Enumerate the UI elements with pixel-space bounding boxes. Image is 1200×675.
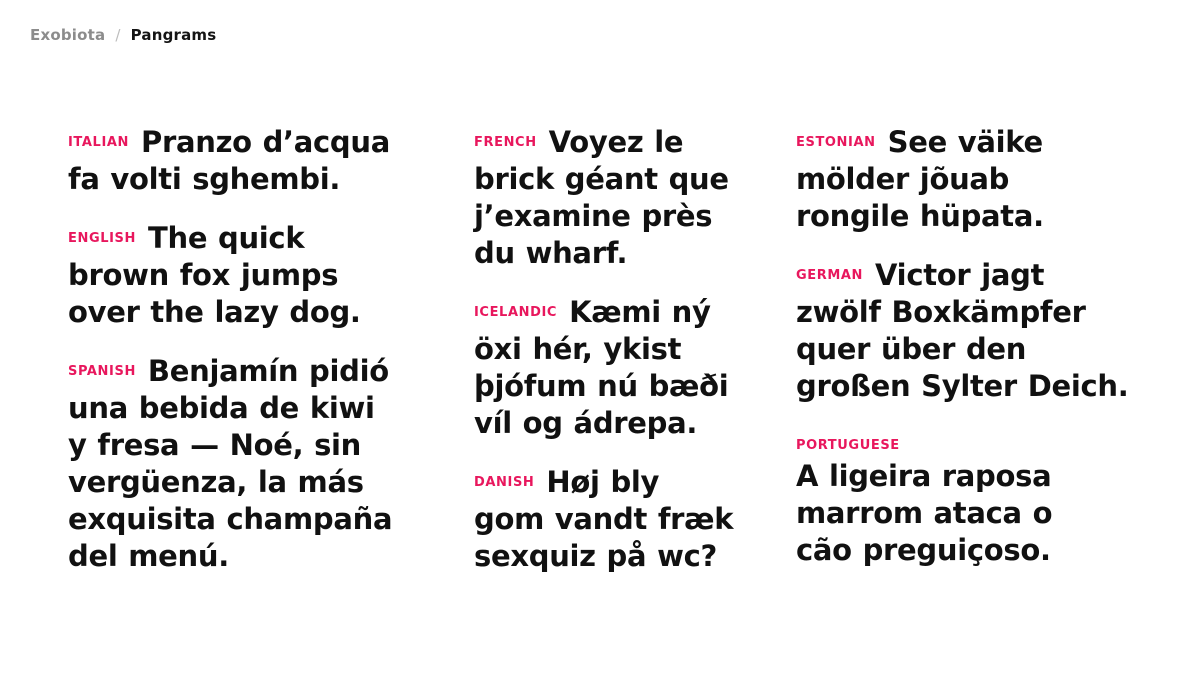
- pangram-line: öxi hér, ykist: [474, 332, 682, 366]
- pangram-line: rongile hüpata.: [796, 199, 1044, 233]
- pangram-estonian: [796, 124, 1176, 235]
- pangram-line: vergüenza, la más: [68, 465, 364, 499]
- pangram-line: [796, 257, 1176, 294]
- pangram-line: [68, 124, 448, 161]
- pangram-icelandic: [474, 294, 774, 442]
- pangram-line: gom vandt fræk: [474, 502, 734, 536]
- language-label: ICELANDIC: [474, 305, 558, 320]
- pangram-line: y fresa — Noé, sin: [68, 428, 362, 462]
- pangram-text: Benjamín pidió: [147, 354, 389, 388]
- pangram-line: víl og ádrepa.: [474, 406, 698, 440]
- pangram-line: mölder jõuab: [796, 162, 1010, 196]
- pangram-text: Victor jagt: [875, 258, 1045, 292]
- breadcrumb-separator: /: [115, 26, 121, 44]
- pangram-column-2: [474, 124, 774, 597]
- pangram-line: fa volti sghembi.: [68, 162, 341, 196]
- pangram-line: brown fox jumps: [68, 258, 339, 292]
- pangram-line: quer über den: [796, 332, 1027, 366]
- pangram-english: [68, 220, 448, 331]
- pangram-text: Pranzo d’acqua: [141, 125, 391, 159]
- language-label: ENGLISH: [68, 231, 136, 246]
- pangram-text: Kæmi ný: [569, 295, 711, 329]
- pangram-line: du wharf.: [474, 236, 628, 270]
- pangram-line: j’examine près: [474, 199, 713, 233]
- pangram-line: [474, 294, 774, 331]
- pangram-column-3: [796, 124, 1176, 591]
- breadcrumb-root-link[interactable]: Exobiota: [30, 26, 106, 44]
- pangram-column-1: [68, 124, 448, 597]
- breadcrumb-current-page: Pangrams: [130, 26, 217, 44]
- pangram-text: Høj bly: [546, 465, 660, 499]
- pangram-line: þjófum nú bæði: [474, 369, 729, 403]
- language-label: FRENCH: [474, 135, 537, 150]
- pangram-line: exquisita champaña: [68, 502, 393, 536]
- language-label: PORTUGUESE: [796, 438, 900, 453]
- pangram-line: sexquiz på wc?: [474, 539, 717, 573]
- pangram-line: cão preguiçoso.: [796, 533, 1051, 567]
- pangram-line: una bebida de kiwi: [68, 391, 375, 425]
- pangram-line: großen Sylter Deich.: [796, 369, 1129, 403]
- pangram-line: A ligeira raposa: [796, 459, 1052, 493]
- pangram-line: over the lazy dog.: [68, 295, 361, 329]
- pangram-line: [474, 124, 774, 161]
- language-label: ITALIAN: [68, 135, 130, 150]
- breadcrumb: [30, 25, 216, 45]
- language-label: ESTONIAN: [796, 135, 876, 150]
- pangram-text: The quick: [148, 221, 305, 255]
- pangram-line: zwölf Boxkämpfer: [796, 295, 1086, 329]
- pangram-line: [474, 464, 774, 501]
- pangram-line: [796, 124, 1176, 161]
- pangram-line: brick géant que: [474, 162, 729, 196]
- language-label: GERMAN: [796, 268, 864, 283]
- pangram-italian: [68, 124, 448, 198]
- pangram-line: del menú.: [68, 539, 229, 573]
- pangram-line: [68, 220, 448, 257]
- language-label: SPANISH: [68, 364, 136, 379]
- pangram-danish: [474, 464, 774, 575]
- pangram-text: Voyez le: [548, 125, 684, 159]
- language-label: DANISH: [474, 475, 535, 490]
- pangram-text: See väike: [887, 125, 1043, 159]
- pangram-line: [68, 353, 448, 390]
- pangram-german: [796, 257, 1176, 405]
- pangram-line: marrom ataca o: [796, 496, 1053, 530]
- pangram-spanish: [68, 353, 448, 575]
- pangram-french: [474, 124, 774, 272]
- pangram-line: [796, 427, 1176, 458]
- pangram-portuguese: [796, 427, 1176, 569]
